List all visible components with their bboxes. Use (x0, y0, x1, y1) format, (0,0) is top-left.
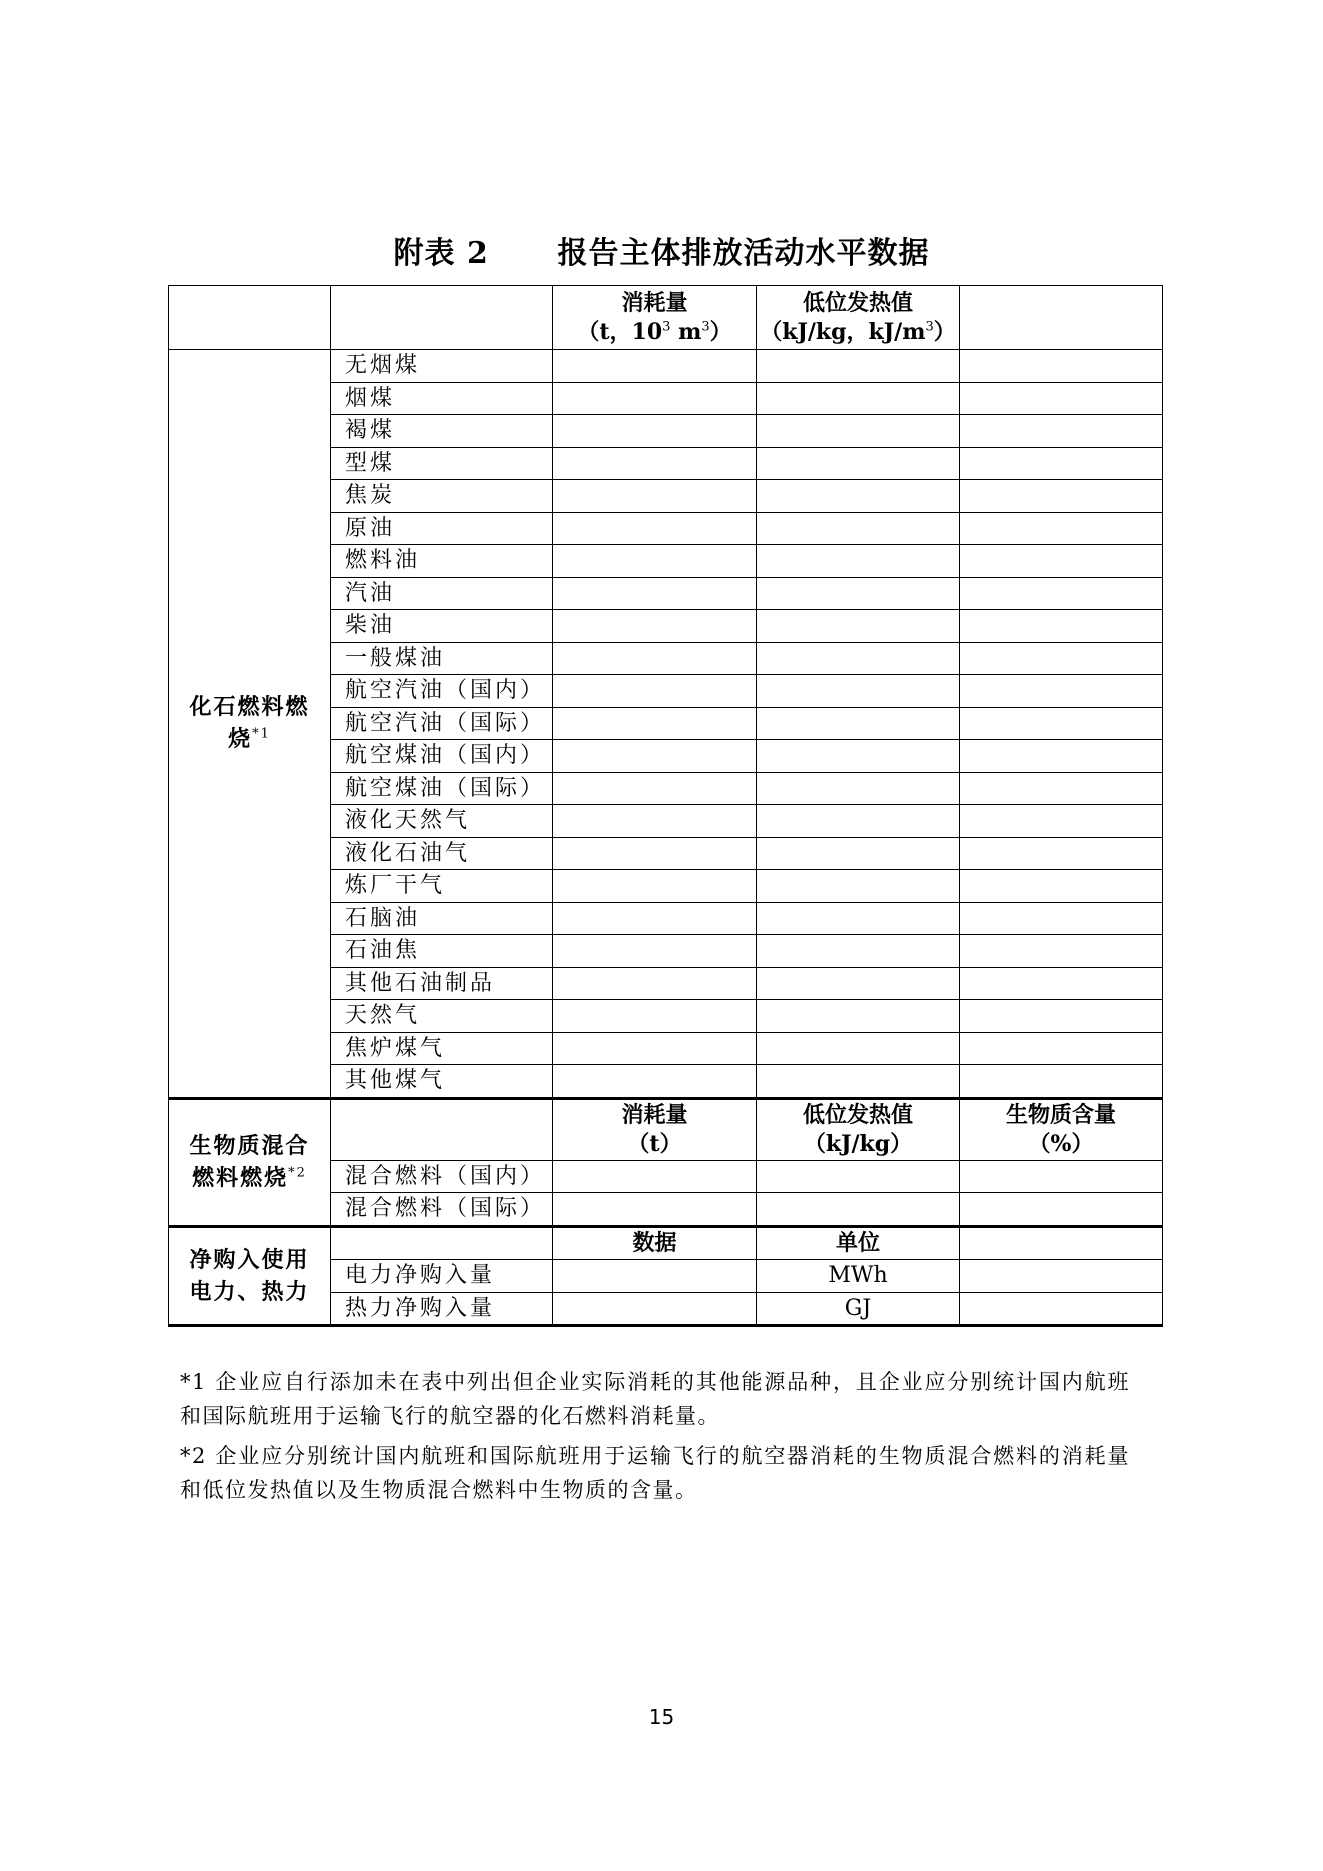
heating-value-input[interactable] (757, 415, 960, 448)
heating-value-input[interactable] (757, 642, 960, 675)
category-label-line (169, 1162, 330, 1194)
heating-value-input[interactable] (757, 1193, 960, 1227)
extra-input[interactable] (960, 350, 1163, 383)
page-title: 附表 2 报告主体排放活动水平数据 (393, 236, 930, 271)
heating-value-input[interactable] (757, 1160, 960, 1193)
item-label: 褐煤 (331, 415, 553, 448)
item-label: 烟煤 (331, 382, 553, 415)
item-label: 混合燃料（国际） (331, 1193, 553, 1227)
header-blank-cell (960, 1226, 1163, 1260)
consumption-input[interactable] (553, 902, 757, 935)
header-consumption-title: 消耗量 (621, 289, 688, 316)
unit-text: ） (709, 318, 732, 345)
item-label: 其他煤气 (331, 1065, 553, 1099)
header-consumption-unit: （t） (627, 1130, 682, 1157)
item-label: 原油 (331, 512, 553, 545)
heating-value-input[interactable] (757, 447, 960, 480)
extra-input[interactable] (960, 480, 1163, 513)
heating-value-input[interactable] (757, 870, 960, 903)
footnote-1: *1 企业应自行添加未在表中列出但企业实际消耗的其他能源品种，且企业应分别统计国内航班和国际航班用于运输飞行的航空器的化石燃料消耗量。 (180, 1370, 1130, 1428)
unit-text: ） (933, 318, 956, 345)
heating-value-input[interactable] (757, 577, 960, 610)
footnote-2: *2 企业应分别统计国内航班和国际航班用于运输飞行的航空器消耗的生物质混合燃料的消耗量和低位发热值以及生物质混合燃料中生物质的含量。 (180, 1444, 1130, 1502)
item-label: 炼厂干气 (331, 870, 553, 903)
consumption-input[interactable] (553, 577, 757, 610)
biomass-header-row (169, 1098, 1163, 1160)
extra-input[interactable] (960, 675, 1163, 708)
header-heating-value-title: 低位发热值 (802, 1101, 913, 1128)
heating-value-input[interactable] (757, 350, 960, 383)
item-label: 焦炭 (331, 480, 553, 513)
consumption-input[interactable] (553, 870, 757, 903)
extra-input[interactable] (960, 740, 1163, 773)
extra-input[interactable] (960, 512, 1163, 545)
consumption-input[interactable] (553, 935, 757, 968)
extra-input[interactable] (960, 1000, 1163, 1033)
category-label-line (169, 723, 330, 755)
item-label: 石油焦 (331, 935, 553, 968)
heating-value-input[interactable] (757, 1000, 960, 1033)
header-blank-cell (960, 286, 1163, 350)
purchased-header-row (169, 1226, 1163, 1260)
unit-sup: 3 (701, 319, 710, 335)
consumption-input[interactable] (553, 772, 757, 805)
header-heating-value-unit: （kJ/kg） (803, 1130, 913, 1157)
header-blank-cell (331, 286, 553, 350)
extra-input[interactable] (960, 707, 1163, 740)
heating-value-input[interactable] (757, 480, 960, 513)
header-biomass-content (960, 1098, 1163, 1160)
table-row (169, 350, 1163, 383)
consumption-input[interactable] (553, 382, 757, 415)
unit-text: （kJ/kg，kJ/m (760, 318, 926, 345)
consumption-input[interactable] (553, 415, 757, 448)
item-label: 航空汽油（国内） (331, 675, 553, 708)
item-label: 航空煤油（国际） (331, 772, 553, 805)
extra-input[interactable] (960, 1032, 1163, 1065)
header-biomass-content-unit: （%） (1028, 1130, 1094, 1157)
item-label: 石脑油 (331, 902, 553, 935)
heating-value-input[interactable] (757, 707, 960, 740)
biomass-content-input[interactable] (960, 1160, 1163, 1193)
extra-input[interactable] (960, 870, 1163, 903)
unit-text: （t，10 (577, 318, 663, 345)
item-label: 其他石油制品 (331, 967, 553, 1000)
item-label: 航空煤油（国内） (331, 740, 553, 773)
extra-input[interactable] (960, 1260, 1163, 1293)
extra-input[interactable] (960, 902, 1163, 935)
footnote-ref: *1 (252, 726, 271, 742)
item-label: 混合燃料（国内） (331, 1160, 553, 1193)
heating-value-input[interactable] (757, 772, 960, 805)
consumption-input[interactable] (553, 675, 757, 708)
extra-input[interactable] (960, 837, 1163, 870)
extra-input[interactable] (960, 1292, 1163, 1326)
header-heating-title: 低位发热值 (802, 289, 913, 316)
consumption-input[interactable] (553, 447, 757, 480)
heating-value-input[interactable] (757, 675, 960, 708)
heating-value-input[interactable] (757, 545, 960, 578)
footnotes (180, 1365, 1130, 1513)
consumption-input[interactable] (553, 1000, 757, 1033)
unit-sup: 3 (662, 319, 671, 335)
item-label: 一般煤油 (331, 642, 553, 675)
consumption-input[interactable] (553, 350, 757, 383)
extra-input[interactable] (960, 967, 1163, 1000)
extra-input[interactable] (960, 545, 1163, 578)
item-label: 天然气 (331, 1000, 553, 1033)
item-label: 无烟煤 (331, 350, 553, 383)
unit-text: m (670, 318, 702, 345)
header-heating-unit (757, 318, 959, 347)
category-biomass (169, 1098, 331, 1226)
header-heating-value (757, 1098, 960, 1160)
category-label-line: 化石燃料燃 (189, 694, 310, 721)
heating-value-input[interactable] (757, 967, 960, 1000)
extra-input[interactable] (960, 642, 1163, 675)
heating-value-input[interactable] (757, 740, 960, 773)
item-label: 电力净购入量 (331, 1260, 553, 1293)
biomass-content-input[interactable] (960, 1193, 1163, 1227)
extra-input[interactable] (960, 610, 1163, 643)
unit-value: MWh (757, 1260, 960, 1293)
extra-input[interactable] (960, 935, 1163, 968)
item-label: 燃料油 (331, 545, 553, 578)
heating-value-input[interactable] (757, 1032, 960, 1065)
consumption-input[interactable] (553, 642, 757, 675)
category-label-text: 烧 (228, 726, 253, 753)
unit-value: GJ (757, 1292, 960, 1326)
extra-input[interactable] (960, 772, 1163, 805)
activity-data-table (168, 285, 1163, 1327)
category-label-text: 燃料燃烧 (192, 1165, 289, 1191)
header-data: 数据 (553, 1226, 757, 1260)
header-consumption-unit (553, 318, 756, 347)
heating-value-input[interactable] (757, 610, 960, 643)
extra-input[interactable] (960, 382, 1163, 415)
item-label: 液化天然气 (331, 805, 553, 838)
extra-input[interactable] (960, 805, 1163, 838)
category-label-line: 净购入使用 (189, 1246, 310, 1273)
consumption-input[interactable] (553, 740, 757, 773)
consumption-input[interactable] (553, 837, 757, 870)
header-biomass-content-title: 生物质含量 (1005, 1101, 1116, 1128)
heating-value-input[interactable] (757, 1065, 960, 1099)
heating-value-input[interactable] (757, 935, 960, 968)
data-input[interactable] (553, 1292, 757, 1326)
consumption-input[interactable] (553, 610, 757, 643)
item-label: 柴油 (331, 610, 553, 643)
header-blank-cell (331, 1226, 553, 1260)
header-consumption (553, 1098, 757, 1160)
consumption-input[interactable] (553, 967, 757, 1000)
item-label: 热力净购入量 (331, 1292, 553, 1326)
extra-input[interactable] (960, 415, 1163, 448)
header-consumption (553, 286, 757, 350)
page-number: 15 (648, 1705, 675, 1729)
consumption-input[interactable] (553, 1193, 757, 1227)
consumption-input[interactable] (553, 512, 757, 545)
consumption-input[interactable] (553, 1032, 757, 1065)
footnote-ref: *2 (288, 1165, 307, 1181)
extra-input[interactable] (960, 577, 1163, 610)
header-unit: 单位 (757, 1226, 960, 1260)
item-label: 焦炉煤气 (331, 1032, 553, 1065)
header-blank-cell (169, 286, 331, 350)
heating-value-input[interactable] (757, 512, 960, 545)
header-consumption-title: 消耗量 (621, 1101, 688, 1128)
category-label-line: 生物质混合 (189, 1133, 310, 1159)
item-label: 型煤 (331, 447, 553, 480)
fossil-header-row (169, 286, 1163, 350)
heating-value-input[interactable] (757, 382, 960, 415)
consumption-input[interactable] (553, 480, 757, 513)
heating-value-input[interactable] (757, 902, 960, 935)
item-label: 航空汽油（国际） (331, 707, 553, 740)
consumption-input[interactable] (553, 805, 757, 838)
category-purchased-energy (169, 1226, 331, 1326)
consumption-input[interactable] (553, 545, 757, 578)
extra-input[interactable] (960, 1065, 1163, 1099)
header-blank-cell (331, 1098, 553, 1160)
item-label: 液化石油气 (331, 837, 553, 870)
heating-value-input[interactable] (757, 805, 960, 838)
unit-sup: 3 (925, 319, 934, 335)
item-label: 汽油 (331, 577, 553, 610)
header-heating-value (757, 286, 960, 350)
category-label-text: 电力、热力 (189, 1278, 310, 1305)
data-input[interactable] (553, 1260, 757, 1293)
consumption-input[interactable] (553, 707, 757, 740)
extra-input[interactable] (960, 447, 1163, 480)
consumption-input[interactable] (553, 1160, 757, 1193)
category-label-line (169, 1276, 330, 1308)
category-fossil-fuel (169, 350, 331, 1099)
heating-value-input[interactable] (757, 837, 960, 870)
consumption-input[interactable] (553, 1065, 757, 1099)
